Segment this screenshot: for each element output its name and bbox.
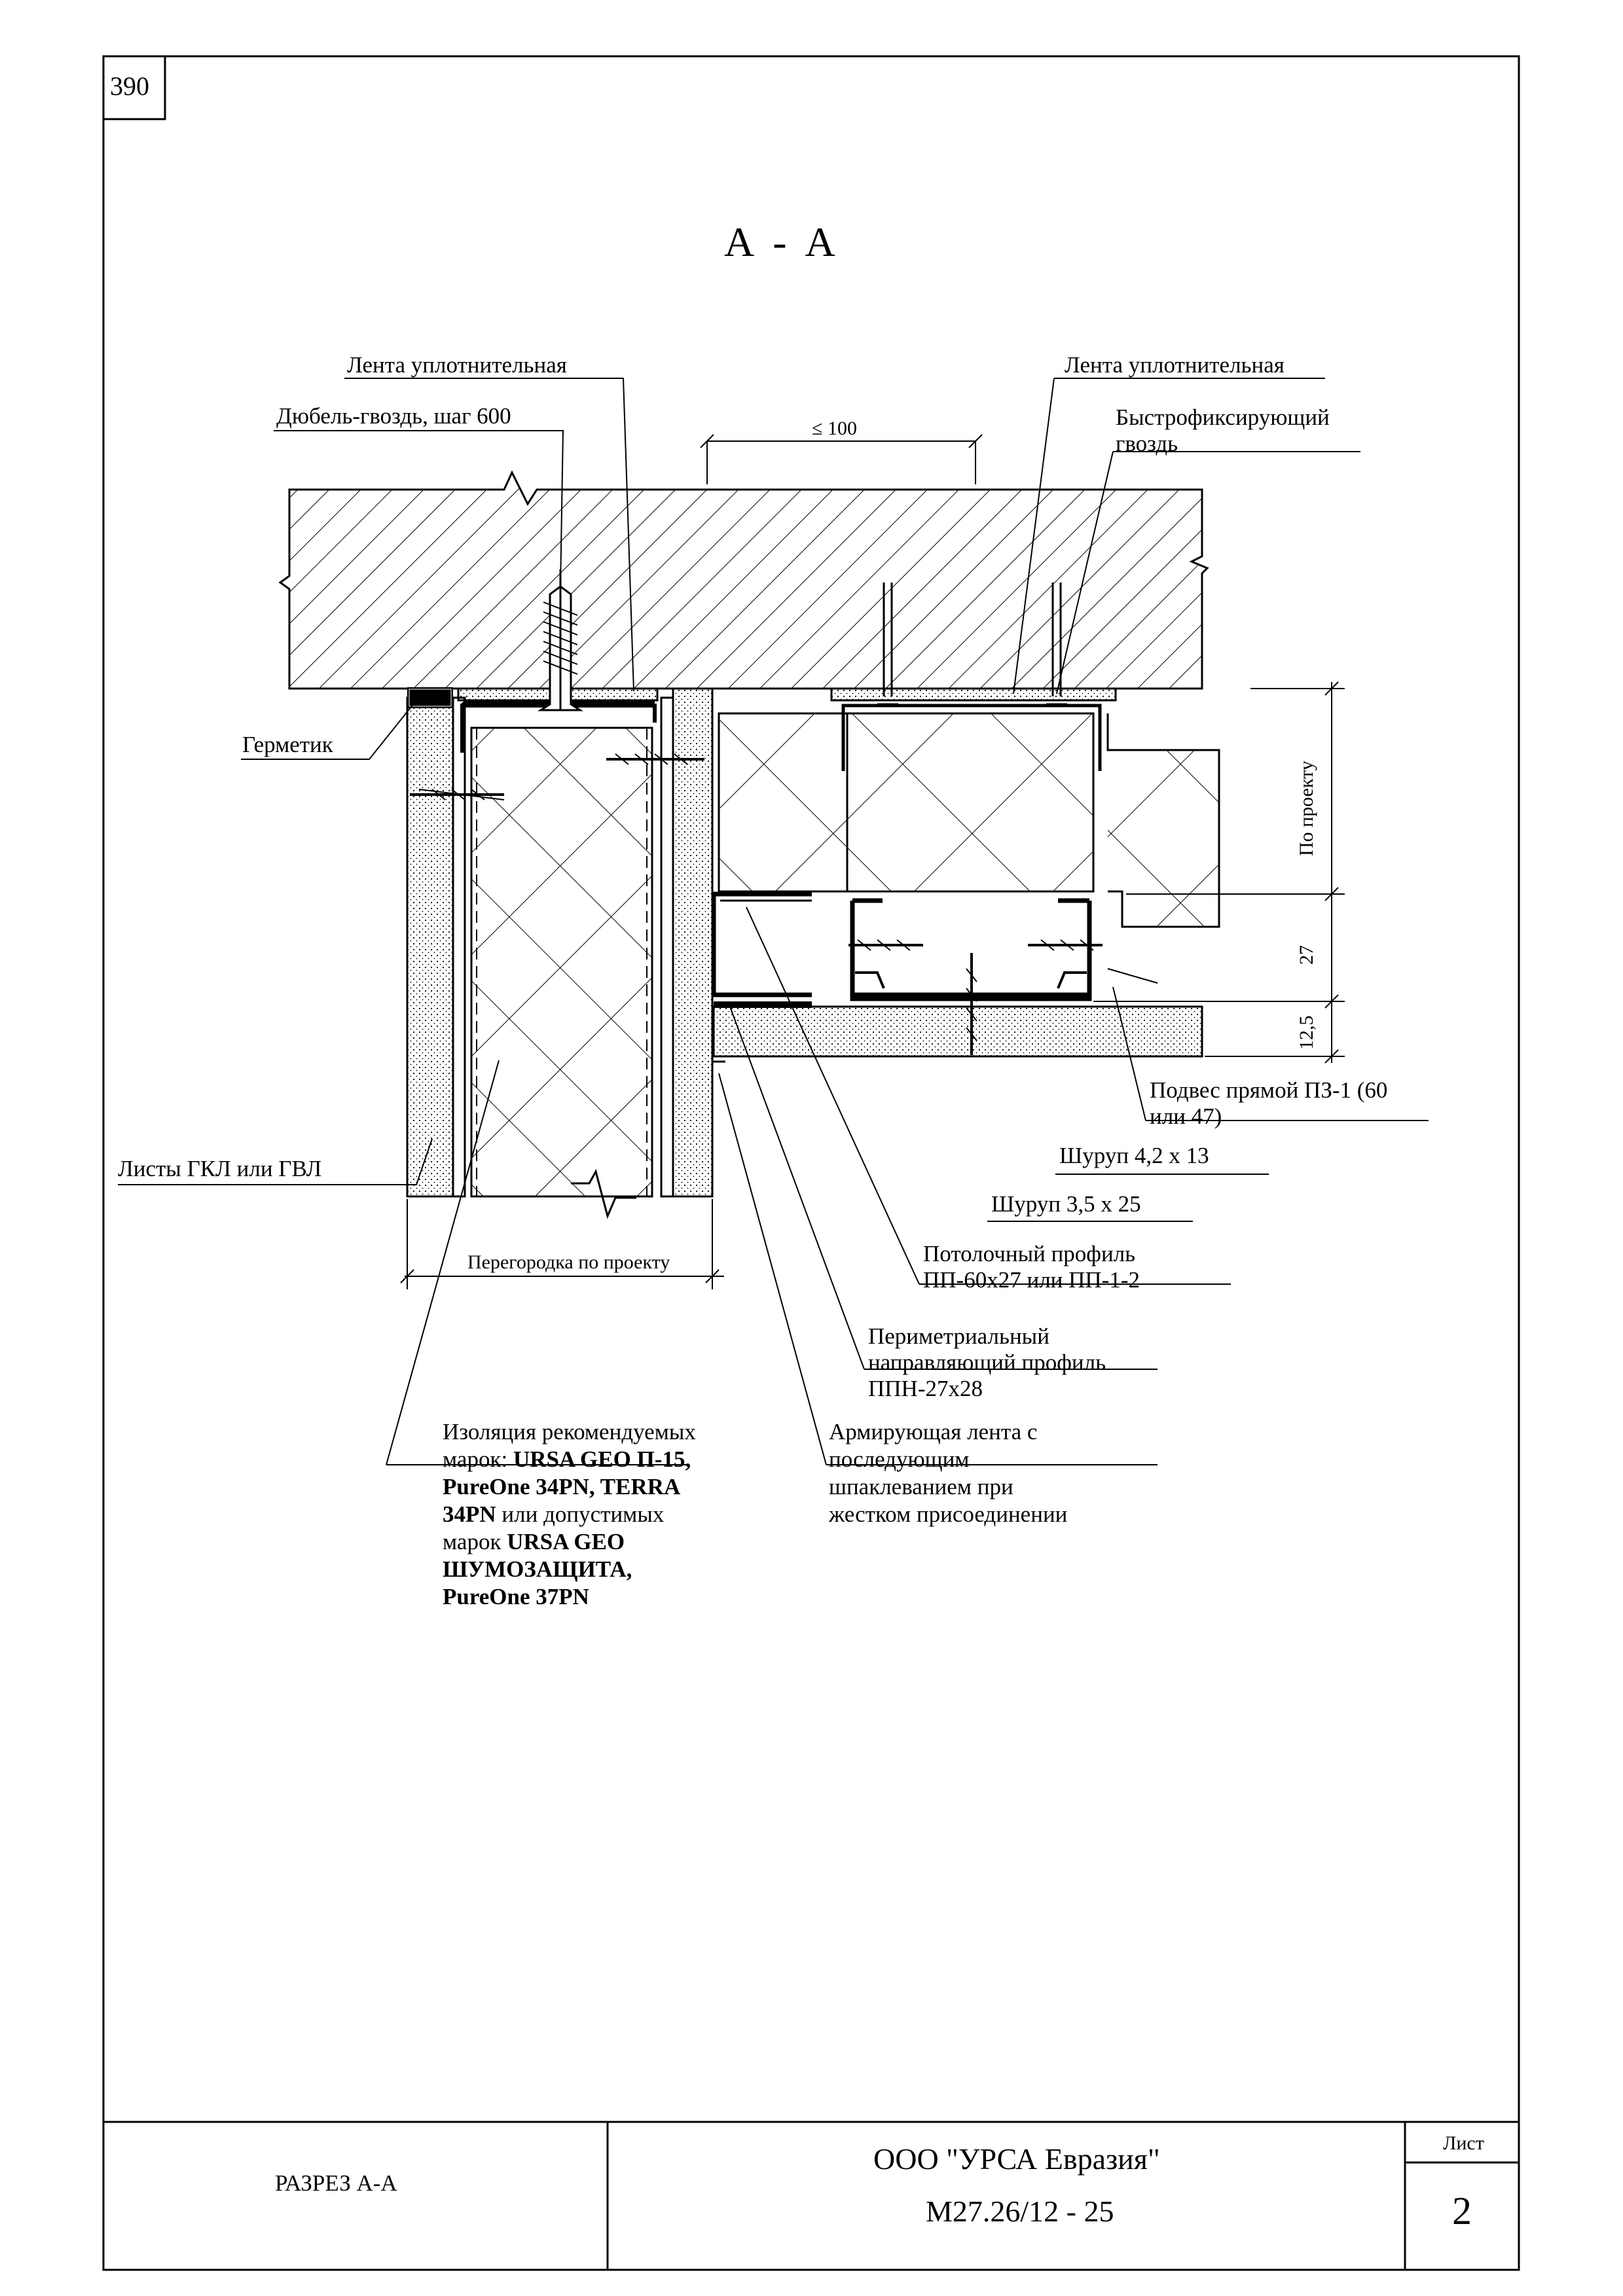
insulation-line-7 <box>443 1583 589 1611</box>
insulation-line-6-bold: ШУМОЗАЩИТА, <box>443 1556 632 1582</box>
insulation-line-1: Изоляция рекомендуемых <box>443 1419 696 1444</box>
stamp-sheet-label: Лист <box>1443 2132 1484 2154</box>
dim-by-project: По проекту <box>1296 761 1317 856</box>
label-screw-42: Шуруп 4,2 х 13 <box>1059 1143 1209 1168</box>
label-sealant: Герметик <box>242 732 333 757</box>
label-reinforcing-tape-2: последующим <box>829 1446 970 1472</box>
insulation-line-5-text: марок <box>443 1529 507 1554</box>
stamp-drawing-name: РАЗРЕЗ А-А <box>275 2170 397 2196</box>
insulation-line-3-bold: PureOne 34PN, TERRA <box>443 1474 681 1499</box>
label-tape-right: Лента уплотнительная <box>1065 352 1285 378</box>
label-partition: Перегородка по проекту <box>467 1251 670 1273</box>
concrete-slab <box>280 473 1207 689</box>
label-reinforcing-tape-3: шпаклеванием при <box>829 1474 1013 1499</box>
insulation-line-4-bold: 34PN <box>443 1501 496 1527</box>
label-screw-35: Шуруп 3,5 х 25 <box>991 1191 1141 1217</box>
section-title: А - А <box>724 219 839 265</box>
insulation-line-7-bold: PureOne 37PN <box>443 1584 589 1609</box>
insulation-line-5-bold: URSA GEO <box>507 1529 625 1554</box>
label-hanger-2: или 47) <box>1150 1103 1222 1129</box>
label-tape-left: Лента уплотнительная <box>347 352 567 378</box>
insulation-line-2 <box>443 1445 691 1474</box>
insulation-line-5 <box>443 1528 625 1556</box>
label-ceiling-profile-2: ПП-60х27 или ПП-1-2 <box>923 1267 1140 1293</box>
sheet-number: 390 <box>110 71 149 101</box>
dim-27: 27 <box>1296 945 1317 965</box>
label-perimeter-profile-2: направляющий профиль <box>868 1350 1106 1375</box>
insulation-line-4 <box>443 1500 664 1529</box>
label-perimeter-profile-1: Периметриальный <box>868 1323 1049 1349</box>
label-quick-nail-2: гвоздь <box>1116 431 1178 456</box>
label-quick-nail-1: Быстрофиксирующий <box>1116 404 1330 430</box>
label-ceiling-profile-1: Потолочный профиль <box>923 1241 1136 1266</box>
insulation-line-3 <box>443 1473 680 1501</box>
insulation-line-2-bold: URSA GEO П-15, <box>513 1446 691 1472</box>
insulation-line-2-text: марок: <box>443 1446 513 1472</box>
label-gap: ≤ 100 <box>812 418 857 439</box>
insulation-line-6 <box>443 1555 632 1584</box>
label-dowel: Дюбель-гвоздь, шаг 600 <box>276 403 511 429</box>
label-sheets: Листы ГКЛ или ГВЛ <box>118 1156 322 1181</box>
label-reinforcing-tape-1: Армирующая лента с <box>829 1419 1038 1444</box>
stamp-sheet-number: 2 <box>1452 2189 1472 2233</box>
label-hanger-1: Подвес прямой ПЗ-1 (60 <box>1150 1077 1388 1103</box>
insulation-line-4-text: или допустимых <box>496 1501 665 1527</box>
stamp-code: М27.26/12 - 25 <box>926 2195 1114 2228</box>
label-perimeter-profile-3: ППН-27х28 <box>868 1376 983 1401</box>
stamp-company: ООО "УРСА Евразия" <box>873 2142 1160 2176</box>
dim-12-5: 12,5 <box>1296 1015 1317 1050</box>
label-reinforcing-tape-4: жестком присоединении <box>829 1501 1068 1527</box>
